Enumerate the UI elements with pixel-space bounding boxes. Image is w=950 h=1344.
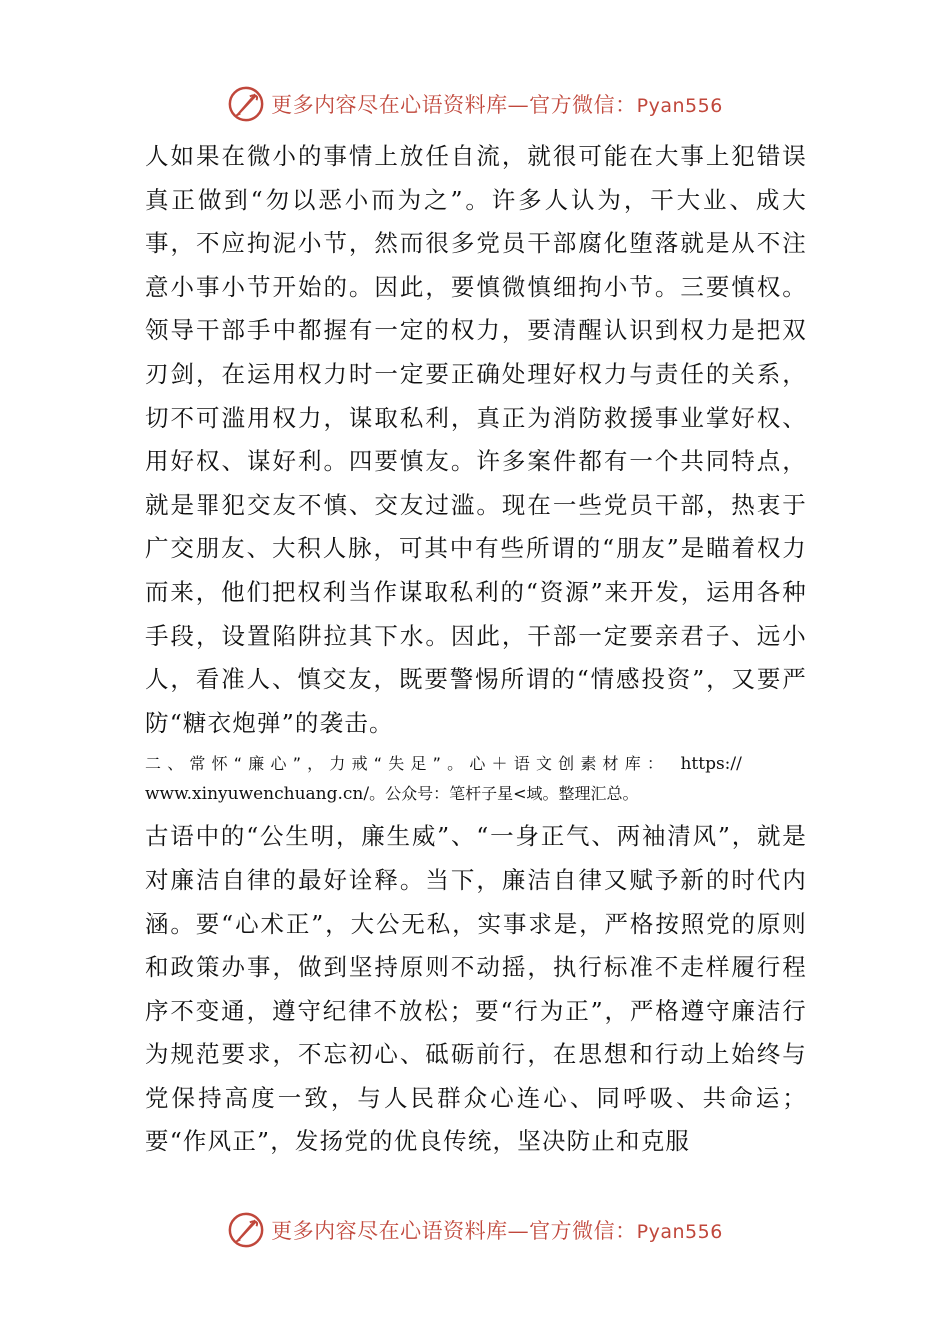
header-banner-handle: Pyan556 <box>636 95 723 117</box>
subheading-line-2 <box>145 779 807 809</box>
header-banner <box>0 84 950 124</box>
footer-banner-text <box>271 1215 723 1245</box>
document-body <box>145 135 807 1164</box>
subheading-title: 二、常怀“廉心”，力戒“失足”。心＋语文创素材库： <box>145 754 670 774</box>
quill-logo-icon <box>227 85 265 123</box>
source-url-part-1[interactable]: https:// <box>680 754 742 775</box>
subheading-line-1 <box>145 749 807 779</box>
footer-banner-handle: Pyan556 <box>636 1221 723 1243</box>
quill-logo-icon <box>227 1211 265 1249</box>
footer-banner-label: 更多内容尽在心语资料库—官方微信： <box>271 1219 637 1243</box>
paragraph-2: 古语中的“公生明，廉生威”、“一身正气、两袖清风”，就是对廉洁自律的最好诠释。当下，廉洁自律又赋予新的时代内涵。要“心术正”，大公无私，实事求是，严格按照党的原则和政策办事，做到坚持原则不动摇，执行标准不走样履行程序不变通，遵守纪律不放松；要“行为正”，严格遵守廉洁行为规范要求，不忘初心、砥砺前行，在思想和行动上始终与党保持高度一致，与人民群众心连心、同呼吸、共命运；要“作风正”，发扬党的优良传统，坚决防止和克服 <box>145 822 807 1156</box>
header-banner-label: 更多内容尽在心语资料库—官方微信： <box>271 93 637 117</box>
footer-banner <box>0 1210 950 1250</box>
section-subheading <box>145 749 807 809</box>
source-url-part-2[interactable]: www.xinyuwenchuang.cn/ <box>145 784 370 805</box>
subheading-note: 。公众号：笔杆子星<域。整理汇总。 <box>369 784 639 804</box>
paragraph-1: 人如果在微小的事情上放任自流，就很可能在大事上犯错误真正做到“勿以恶小而为之”。许多人认为，干大业、成大事，不应拘泥小节，然而很多党员干部腐化堕落就是从不注意小事小节开始的。因此，要慎微慎细拘小节。三要慎权。领导干部手中都握有一定的权力，要清醒认识到权力是把双刃剑，在运用权力时一定要正确处理好权力与责任的关系，切不可滥用权力，谋取私利，真正为消防救援事业掌好权、用好权、谋好利。四要慎友。许多案件都有一个共同特点，就是罪犯交友不慎、交友过滥。现在一些党员干部，热衷于广交朋友、大积人脉，可其中有些所谓的“朋友”是瞄着权力而来，他们把权利当作谋取私利的“资源”来开发，运用各种手段，设置陷阱拉其下水。因此，干部一定要亲君子、远小人，看准人、慎交友，既要警惕所谓的“情感投资”，又要严防“糖衣炮弹”的袭击。 <box>145 142 807 737</box>
header-banner-text <box>271 89 723 119</box>
